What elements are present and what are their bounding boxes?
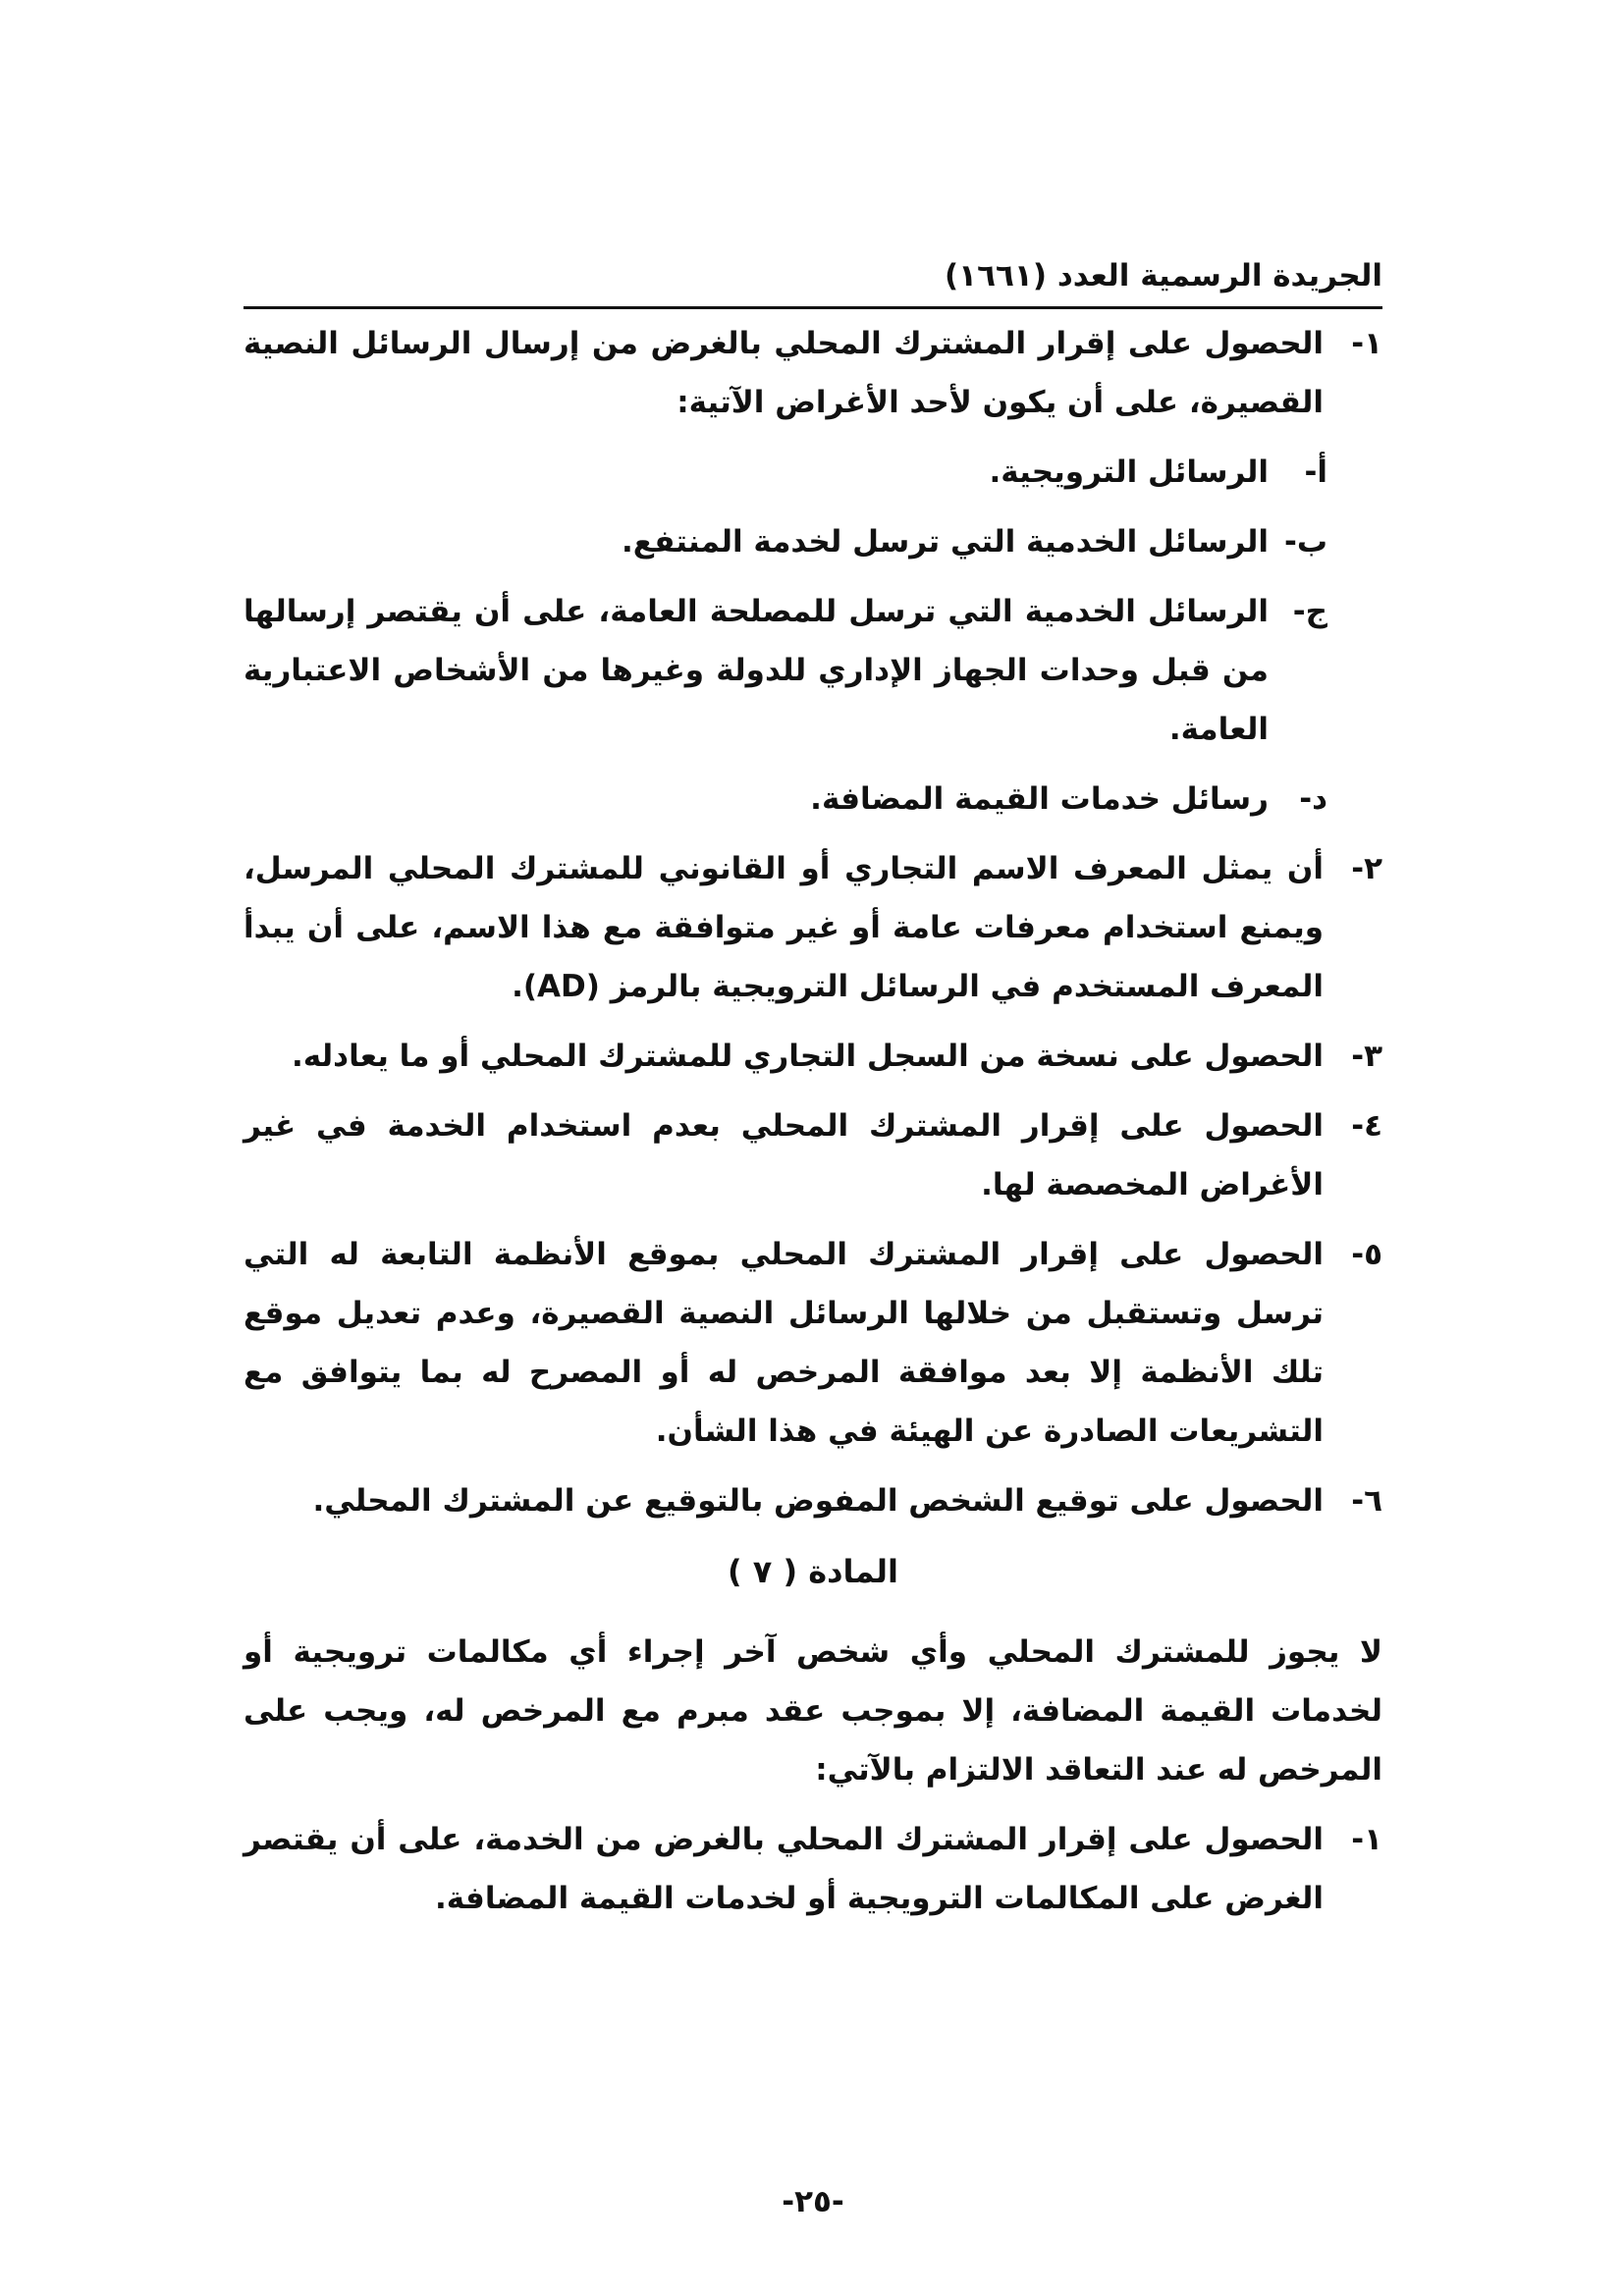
sub-item-text: الرسائل الخدمية التي ترسل للمصلحة العامة، على أن يقتصر إرسالها من قبل وحدات الجهاز الإداري للدولة وغيرها من الأشخاص الاعتبارية العامة. xyxy=(244,594,1269,747)
page-number: -٢٥- xyxy=(782,2184,844,2219)
list-item-number: ٢- xyxy=(1351,851,1382,886)
list-item-number: ١- xyxy=(1351,1822,1382,1857)
list-item-text: الحصول على توقيع الشخص المفوض بالتوقيع عن المشترك المحلي. xyxy=(312,1483,1324,1519)
list-item-number: ٦- xyxy=(1351,1483,1382,1519)
gazette-header: الجريدة الرسمية العدد (١٦٦١) xyxy=(945,258,1382,294)
list-item-2 xyxy=(244,839,1382,1016)
header-divider xyxy=(244,306,1382,309)
list-item-text: الحصول على إقرار المشترك المحلي بعدم استخدام الخدمة في غير الأغراض المخصصة لها. xyxy=(244,1108,1324,1202)
list-item-6 xyxy=(244,1471,1382,1530)
list-item-text: الحصول على إقرار المشترك المحلي بالغرض من الخدمة، على أن يقتصر الغرض على المكالمات الترويجية أو لخدمات القيمة المضافة. xyxy=(244,1822,1324,1916)
list-item-number: ١- xyxy=(1351,326,1382,361)
list-item-1 xyxy=(244,314,1382,432)
document-body xyxy=(244,314,1382,1939)
sub-item-text: الرسائل الترويجية. xyxy=(989,454,1269,490)
article-intro: لا يجوز للمشترك المحلي وأي شخص آخر إجراء أي مكالمات ترويجية أو لخدمات القيمة المضافة، إلا بموجب عقد مبرم مع المرخص له، ويجب على المرخص له عند التعاقد الالتزام بالآتي: xyxy=(244,1634,1382,1788)
document-page xyxy=(244,0,1382,2296)
list-item-text: الحصول على نسخة من السجل التجاري للمشترك المحلي أو ما يعادله. xyxy=(291,1039,1324,1074)
list-item-4 xyxy=(244,1096,1382,1214)
sub-item-text: الرسائل الخدمية التي ترسل لخدمة المنتفع. xyxy=(622,524,1269,560)
list-item-3 xyxy=(244,1027,1382,1086)
list-item-5 xyxy=(244,1225,1382,1461)
sub-item-letter: أ- xyxy=(1304,454,1327,490)
list-item-text: الحصول على إقرار المشترك المحلي بالغرض من إرسال الرسائل النصية القصيرة، على أن يكون لأحد الأغراض الآتية: xyxy=(244,326,1324,420)
list-item-text: الحصول على إقرار المشترك المحلي بموقع الأنظمة التابعة له التي ترسل وتستقبل من خلالها الرسائل النصية القصيرة، وعدم تعديل موقع تلك الأنظمة إلا بعد موافقة المرخص له أو المصرح له بما يتوافق مع التشريعات الصادرة عن الهيئة في هذا الشأن. xyxy=(244,1237,1324,1449)
sub-item-a xyxy=(244,443,1382,502)
article-title: المادة ( ٧ ) xyxy=(728,1553,898,1590)
sub-item-c xyxy=(244,582,1382,759)
sub-item-letter: د- xyxy=(1299,781,1327,817)
sub-item-letter: ج- xyxy=(1292,594,1327,629)
sub-item-d xyxy=(244,770,1382,828)
list-item-number: ٤- xyxy=(1351,1108,1382,1144)
list-item-number: ٣- xyxy=(1351,1039,1382,1074)
sub-item-text: رسائل خدمات القيمة المضافة. xyxy=(810,781,1269,817)
sub-item-b xyxy=(244,512,1382,571)
sub-item-letter: ب- xyxy=(1283,524,1327,560)
list-item-text: أن يمثل المعرف الاسم التجاري أو القانوني للمشترك المحلي المرسل، ويمنع استخدام معرفات عامة أو غير متوافقة مع هذا الاسم، على أن يبدأ المعرف المستخدم في الرسائل الترويجية بالرمز (AD). xyxy=(244,851,1324,1004)
article-list-item-1 xyxy=(244,1810,1382,1928)
list-item-number: ٥- xyxy=(1351,1237,1382,1272)
